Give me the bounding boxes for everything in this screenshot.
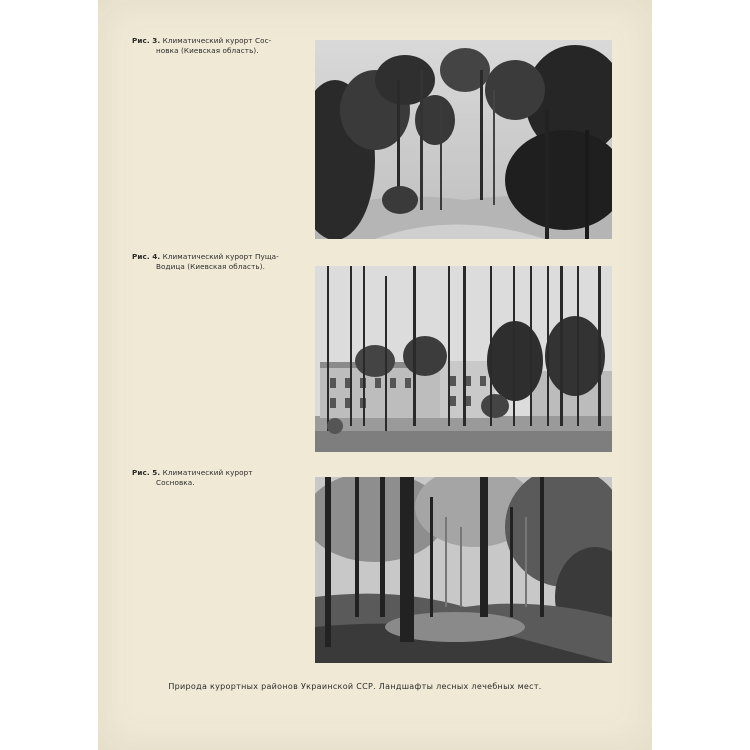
figure-5-photo bbox=[315, 477, 612, 663]
figure-5-caption bbox=[132, 468, 302, 488]
figure-3-caption-line1: Климатический курорт Сос- bbox=[162, 36, 272, 45]
figure-4-caption bbox=[132, 252, 302, 272]
book-page bbox=[98, 0, 652, 750]
figure-4-caption-line1: Климатический курорт Пуща- bbox=[162, 252, 279, 261]
figure-3-label: Рис. 3. bbox=[132, 36, 161, 45]
page-footer-caption: Природа курортных районов Украинской ССР. Ландшафты лесных лечебных мест. bbox=[168, 682, 542, 691]
figure-5-label: Рис. 5. bbox=[132, 468, 161, 477]
figure-4-label: Рис. 4. bbox=[132, 252, 161, 261]
figure-5-caption-line2: Сосновка. bbox=[156, 478, 195, 487]
figure-4-photo bbox=[315, 266, 612, 452]
figure-3-caption-line2: новка (Киевская область). bbox=[156, 46, 259, 55]
figure-5-caption-line1: Климатический курорт bbox=[162, 468, 253, 477]
figure-4-caption-line2: Водица (Киевская область). bbox=[156, 262, 265, 271]
figure-3-caption bbox=[132, 36, 302, 56]
figure-3-photo bbox=[315, 40, 612, 239]
